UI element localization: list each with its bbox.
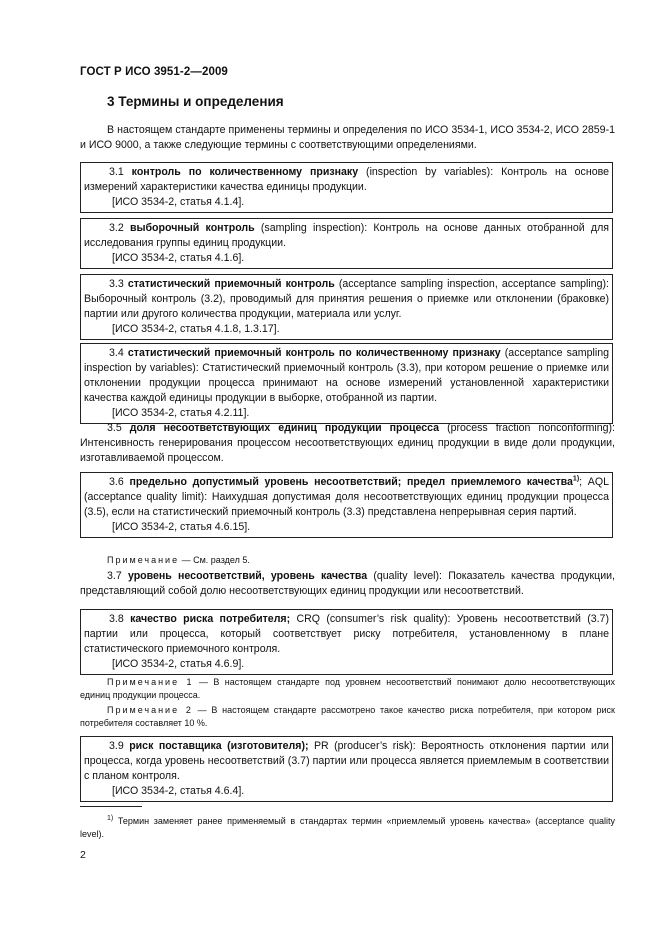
- term-reference: [ИСО 3534-2, статья 4.1.4].: [112, 196, 245, 208]
- term-box-3-4: 3.4 статистический приемочный контроль по количественному признаку (acceptance sampling inspection by variables): Статистический приемочный контроль (3.3), при котором решение о приемке или отклонении продукции процесса принимают на основе измерений установленной характеристики качества каждой единицы продукции в выборке, отобранной из партии. [ИСО 3534-2, статья 4.2.11].: [80, 343, 613, 424]
- term-box-3-9: 3.9 риск поставщика (изготовителя); PR (producer’s risk): Вероятность отклонения партии или процесса, когда уровень несоответствий (3.7) партии или процесса является приемлемым в соответствии с планом контроля. [ИСО 3534-2, статья 4.6.4].: [80, 736, 613, 802]
- term-name: риск поставщика (изготовителя);: [129, 740, 309, 752]
- intro-paragraph: В настоящем стандарте применены термины и определения по ИСО 3534-1, ИСО 3534-2, ИСО 2859-1 и ИСО 9000, а также следующие термины с соответствующими определениями.: [80, 124, 615, 151]
- term-name: контроль по количественному признаку: [131, 166, 359, 178]
- term-reference: [ИСО 3534-2, статья 4.6.15].: [112, 521, 251, 533]
- term-3-5: 3.5 доля несоответствующих единиц продукции процесса (process fraction nonconforming): Интенсивность генерирования процессом несоответствующих единиц продукции в виде доли продукции, изготавливаемой процессом.: [80, 422, 615, 464]
- term-name: статистический приемочный контроль: [127, 278, 335, 290]
- term-reference: [ИСО 3534-2, статья 4.6.9].: [112, 658, 245, 670]
- footnote-separator: [80, 806, 142, 807]
- term-name: качество риска потребителя;: [130, 613, 291, 625]
- term-name: статистический приемочный контроль по количественному признаку: [127, 347, 501, 359]
- term-reference: [ИСО 3534-2, статья 4.1.8, 1.3.17].: [112, 323, 280, 335]
- term-name: предельно допустимый уровень несоответствий; предел приемлемого качества: [129, 476, 573, 488]
- term-reference: [ИСО 3534-2, статья 4.2.11].: [112, 407, 250, 419]
- footnote-marker: 1): [572, 475, 580, 483]
- term-name: уровень несоответствий, уровень качества: [127, 570, 368, 582]
- term-box-3-2: 3.2 выборочный контроль (sampling inspection): Контроль на основе данных отобранной для исследования группы единиц продукции. [ИСО 3534-2, статья 4.1.6].: [80, 218, 613, 269]
- note-3-8-1: Примечание 1 — В настоящем стандарте под уровнем несоответствий понимают долю несоответствующих единиц продукции процесса.: [80, 677, 615, 700]
- term-reference: [ИСО 3534-2, статья 4.1.6].: [112, 252, 245, 264]
- term-reference: [ИСО 3534-2, статья 4.6.4].: [112, 785, 245, 797]
- term-name: выборочный контроль: [129, 222, 255, 234]
- term-name: доля несоответствующих единиц продукции процесса: [129, 422, 440, 434]
- document-header: ГОСТ Р ИСО 3951-2—2009: [80, 66, 228, 78]
- page-number: 2: [80, 849, 86, 861]
- note-3-8-2: Примечание 2 — В настоящем стандарте рассмотрено такое качество риска потребителя, при котором риск потребителя составляет 10 %.: [80, 705, 615, 728]
- term-box-3-1: 3.1 контроль по количественному признаку (inspection by variables): Контроль на основе измерений характеристики качества единицы продукции. [ИСО 3534-2, статья 4.1.4].: [80, 162, 613, 213]
- footnote: $^{1)}$ Термин заменяет ранее применяемый в стандартах термин «приемлемый уровень качества» (acceptance quality level).: [80, 815, 615, 839]
- note-3-6: Примечание — См. раздел 5.: [107, 555, 250, 565]
- term-3-7: 3.7 уровень несоответствий, уровень качества (quality level): Показатель качества продукции, представляющий собой долю несоответствующих единиц продукции или несоответствий.: [80, 570, 615, 597]
- term-box-3-8: 3.8 качество риска потребителя; CRQ (consumer’s risk quality): Уровень несоответствий (3.7) партии или процесса, который соответствует риску потребителя, установленному в плане статистического приемочного контроля. [ИСО 3534-2, статья 4.6.9].: [80, 609, 613, 675]
- footnote-number: 1): [107, 815, 114, 822]
- section-title: 3 Термины и определения: [107, 94, 284, 109]
- term-box-3-6: 3.6 предельно допустимый уровень несоответствий; предел приемлемого качества$^{1)}$; AQL (acceptance quality limit): Наихудшая допустимая доля несоответствующих единиц продукции процесса (3.5), если на статистический приемочный контроль (3.3) представлена непрерывная серия партий. [ИСО 3534-2, статья 4.6.15].: [80, 472, 613, 538]
- term-box-3-3: 3.3 статистический приемочный контроль (acceptance sampling inspection, acceptance sampling): Выборочный контроль (3.2), проводимый для принятия решения о приемке или отклонении (браковке) партии или другого количества продукции, материала или услуг. [ИСО 3534-2, статья 4.1.8, 1.3.17].: [80, 274, 613, 340]
